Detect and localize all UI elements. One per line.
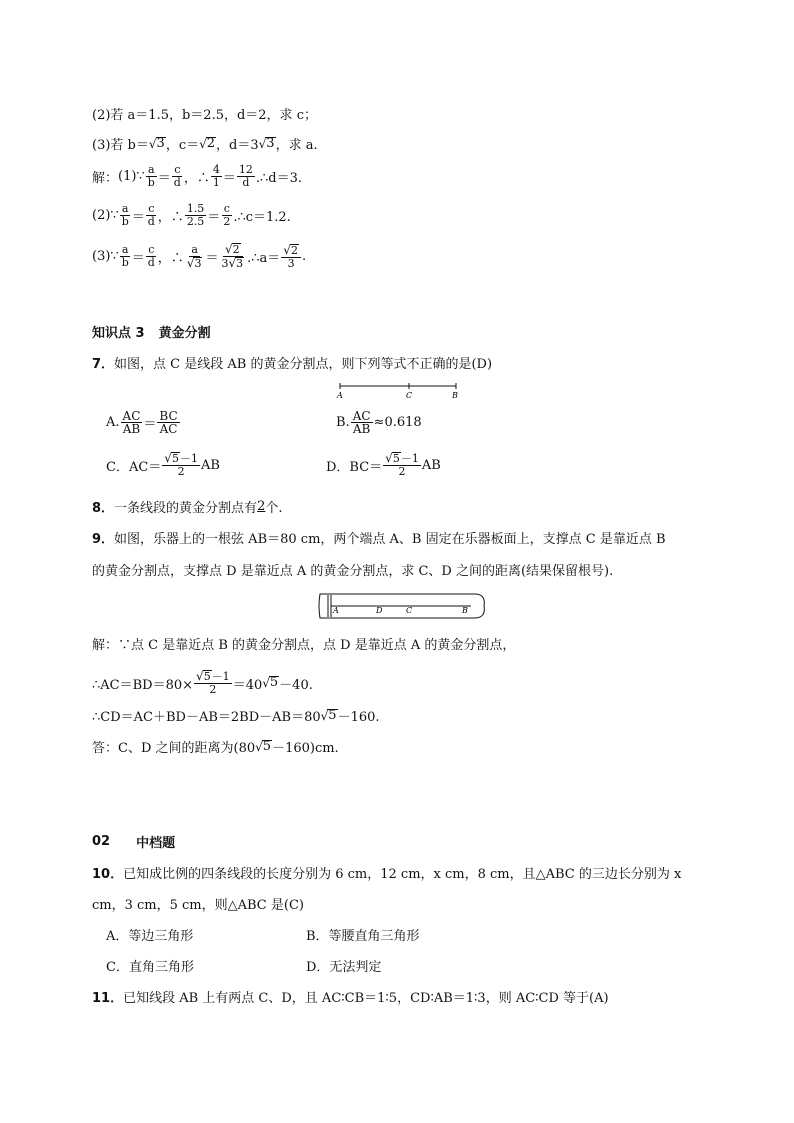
- section-heading-3: 知识点 3 黄金分割: [92, 326, 211, 341]
- q9-solution-3: ∴CD＝AC＋BD－AB＝2BD－AB＝80 √ 5 －160.: [92, 707, 380, 725]
- question-10-line-2: cm，3 cm，5 cm，则△ABC 是(C): [92, 898, 304, 913]
- q8-answer: 2: [257, 499, 266, 514]
- q9-answer: 答：C、D 之间的距离为(80 √ 5 －160)cm.: [92, 738, 339, 756]
- q10-option-c: C．直角三角形: [106, 960, 194, 975]
- q10-option-d: D．无法判定: [306, 960, 382, 975]
- string-point-b: B: [462, 606, 468, 615]
- question-8: 8． 一条线段的黄金分割点有 2 个.: [92, 499, 283, 516]
- q6-solution-3: (3)∵ $\frac{a}{b}$ ＝ $\frac{c}{d}$ ，∴ a √ 3 ＝ √ 2 3 √ 3 .∴a＝ √ 2 3 .: [92, 242, 307, 270]
- q7-option-d: D．BC＝ √ 5 －1 2 AB: [326, 451, 441, 478]
- q10-option-b: B．等腰直角三角形: [306, 929, 420, 944]
- string-point-c: C: [406, 606, 413, 615]
- q9-solution-1: 解：∵点 C 是靠近点 B 的黄金分割点，点 D 是靠近点 A 的黄金分割点，: [92, 638, 516, 653]
- q6-solution-2: (2)∵ $\frac{a}{b}$ ＝ $\frac{c}{d}$ ，∴ $\frac{1.5}{2.5}$ ＝ $\frac{c}{2}$ .∴c＝1.2.: [92, 202, 291, 228]
- section-heading-02: 02 中档题: [92, 834, 176, 851]
- q6-solution-1: 解： (1)∵ $\frac{a}{b}$ ＝ $\frac{c}{d}$ ，∴ $\frac{4}{1}$ ＝ $\frac{12}{d}$ .∴d＝3.: [92, 163, 302, 189]
- q6-part2: (2)若 a＝1.5，b＝2.5，d＝2，求 c；: [92, 108, 317, 123]
- q7-option-a: A. $\frac{AC}{AB}$ ＝ $\frac{BC}{AC}$: [106, 409, 178, 436]
- question-7: 7． 如图，点 C 是线段 AB 的黄金分割点，则下列等式不正确的是(D): [92, 357, 493, 372]
- point-c-label: C: [406, 391, 413, 400]
- string-point-a: A: [333, 606, 339, 615]
- q9-solution-2: ∴AC＝BD＝80× √ 5 －1 2 ＝40 √ 5 －40.: [92, 669, 313, 696]
- q7-option-b: B. $\frac{AC}{AB}$ ≈0.618: [336, 409, 422, 436]
- q10-option-a: A．等边三角形: [106, 929, 194, 944]
- question-10-line-1: 10． 已知成比例的四条线段的长度分别为 6 cm，12 cm，x cm，8 cm，且△ABC 的三边长分别为 x: [92, 867, 682, 882]
- point-b-label: B: [452, 391, 458, 400]
- string-point-d: D: [376, 606, 383, 615]
- point-a-label: A: [337, 391, 343, 400]
- q6-part3: (3)若 b＝ √ 3 ，c＝ √ 2 ，d＝3 √ 3 ，求 a.: [92, 135, 318, 153]
- q7-segment-figure: [334, 380, 464, 402]
- q7-option-c: C．AC＝ √ 5 －1 2 AB: [106, 451, 220, 478]
- question-11: 11． 已知线段 AB 上有两点 C、D，且 AC∶CB＝1∶5，CD∶AB＝1∶3，则 AC∶CD 等于(A): [92, 991, 609, 1006]
- q9-instrument-figure: [316, 590, 488, 622]
- question-9-line-1: 9． 如图，乐器上的一根弦 AB＝80 cm，两个端点 A、B 固定在乐器板面上，支撑点 C 是靠近点 B: [92, 532, 666, 547]
- question-9-line-2: 的黄金分割点，支撑点 D 是靠近点 A 的黄金分割点，求 C、D 之间的距离(结果保留根号).: [92, 564, 614, 579]
